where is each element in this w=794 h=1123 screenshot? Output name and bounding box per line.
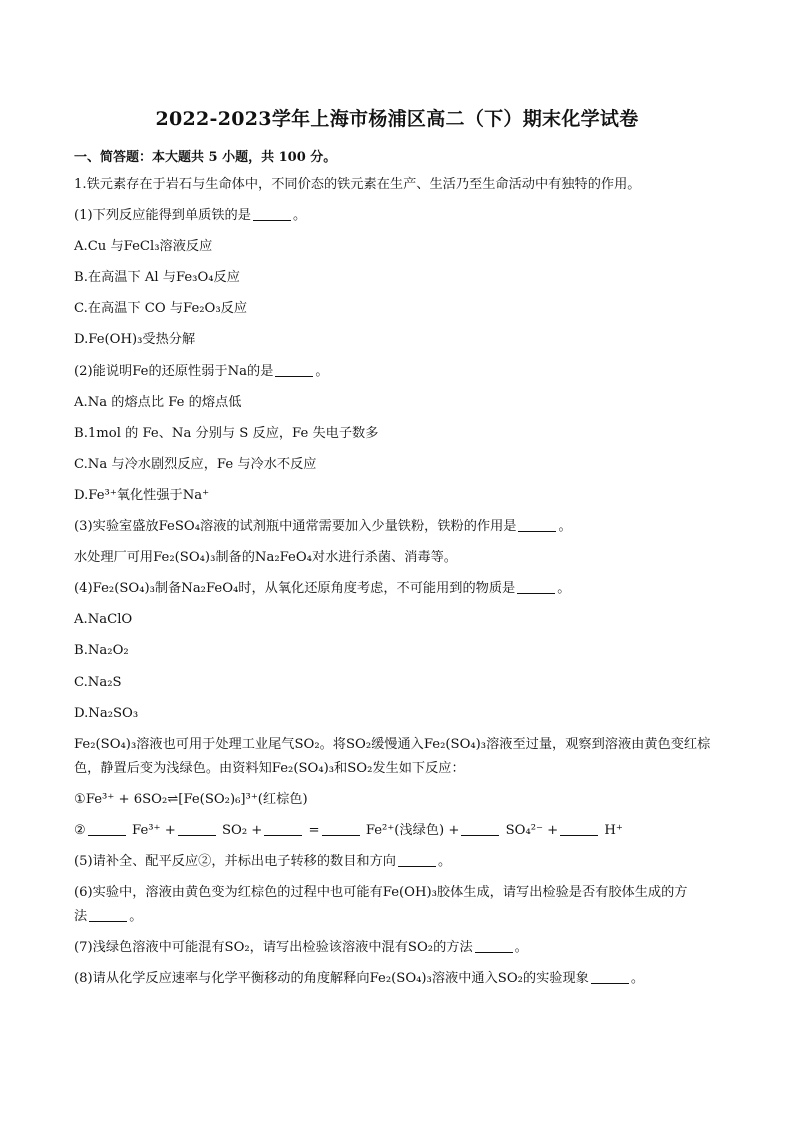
option-a: A.NaClO: [74, 612, 133, 628]
option-a: A.Na 的熔点比 Fe 的熔点低: [74, 394, 242, 410]
sub-question-7: (7)浅绿色溶液中可能混有SO₂，请写出检验该溶液中混有SO₂的方法 。: [74, 940, 528, 956]
answer-blank[interactable]: [89, 907, 127, 922]
coefficient-blank[interactable]: [322, 821, 360, 836]
stem-text: Fe₂(SO₄)₃溶液也可用于处理工业尾气SO₂。将SO₂缓慢通入Fe₂(SO₄)₃溶液至过量，观察到溶液由黄色变红棕: [74, 736, 711, 752]
sub-question-3: (3)实验室盛放FeSO₄溶液的试剂瓶中通常需要加入少量铁粉，铁粉的作用是 。: [74, 519, 572, 535]
exam-title: 2022-2023学年上海市杨浦区高二（下）期末化学试卷: [155, 108, 639, 130]
option-b: B.Na₂O₂: [74, 643, 129, 659]
option-b: B.1mol 的 Fe、Na 分别与 S 反应，Fe 失电子数多: [74, 425, 379, 441]
section-heading: 一、简答题：本大题共 5 小题，共 100 分。: [74, 150, 337, 165]
stem-text: 水处理厂可用Fe₂(SO₄)₃制备的Na₂FeO₄对水进行杀菌、消毒等。: [74, 550, 457, 566]
option-c: C.Na₂S: [74, 674, 122, 690]
sub-question-6-cont: 法 。: [74, 909, 143, 925]
option-d: D.Fe³⁺氧化性强于Na⁺: [74, 487, 210, 503]
sub-question-5: (5)请补全、配平反应②，并标出电子转移的数目和方向 。: [74, 853, 452, 869]
answer-blank[interactable]: [517, 579, 555, 594]
reaction-1: ①Fe³⁺ + 6SO₂⇌[Fe(SO₂)₆]³⁺(红棕色): [74, 791, 308, 807]
sub-question-4: (4)Fe₂(SO₄)₃制备Na₂FeO₄时，从氧化还原角度考虑，不可能用到的物质是 。: [74, 581, 571, 597]
reaction-2: ② Fe³⁺ + SO₂ + = Fe²⁺(浅绿色) + SO₄²⁻ + H⁺: [74, 822, 623, 838]
sub-question-1: (1)下列反应能得到单质铁的是 。: [74, 208, 307, 224]
option-d: D.Fe(OH)₃受热分解: [74, 332, 196, 348]
coefficient-blank[interactable]: [88, 821, 126, 836]
sub-question-6: (6)实验中，溶液由黄色变为红棕色的过程中也可能有Fe(OH)₃胶体生成，请写出检验是否有胶体生成的方: [74, 885, 688, 901]
answer-blank[interactable]: [253, 206, 291, 221]
stem-text: 色，静置后变为浅绿色。由资料知Fe₂(SO₄)₃和SO₂发生如下反应：: [74, 760, 465, 776]
option-c: C.在高温下 CO 与Fe₂O₃反应: [74, 301, 248, 317]
answer-blank[interactable]: [275, 362, 313, 377]
sub-question-8: (8)请从化学反应速率与化学平衡移动的角度解释向Fe₂(SO₄)₃溶液中通入SO₂的实验现象 。: [74, 971, 645, 987]
coefficient-blank[interactable]: [461, 821, 499, 836]
answer-blank[interactable]: [518, 517, 556, 532]
coefficient-blank[interactable]: [560, 821, 598, 836]
answer-blank[interactable]: [591, 969, 629, 984]
option-a: A.Cu 与FeCl₃溶液反应: [74, 239, 213, 255]
coefficient-blank[interactable]: [264, 821, 302, 836]
option-d: D.Na₂SO₃: [74, 705, 139, 721]
question-1: [74, 172, 720, 997]
answer-blank[interactable]: [398, 852, 436, 867]
coefficient-blank[interactable]: [178, 821, 216, 836]
option-b: B.在高温下 Al 与Fe₃O₄反应: [74, 270, 240, 286]
answer-blank[interactable]: [475, 938, 513, 953]
question-intro: 1.铁元素存在于岩石与生命体中，不同价态的铁元素在生产、生活乃至生命活动中有独特的作用。: [74, 177, 641, 192]
sub-question-2: (2)能说明Fe的还原性弱于Na的是 。: [74, 363, 329, 379]
option-c: C.Na 与冷水剧烈反应，Fe 与冷水不反应: [74, 456, 317, 472]
